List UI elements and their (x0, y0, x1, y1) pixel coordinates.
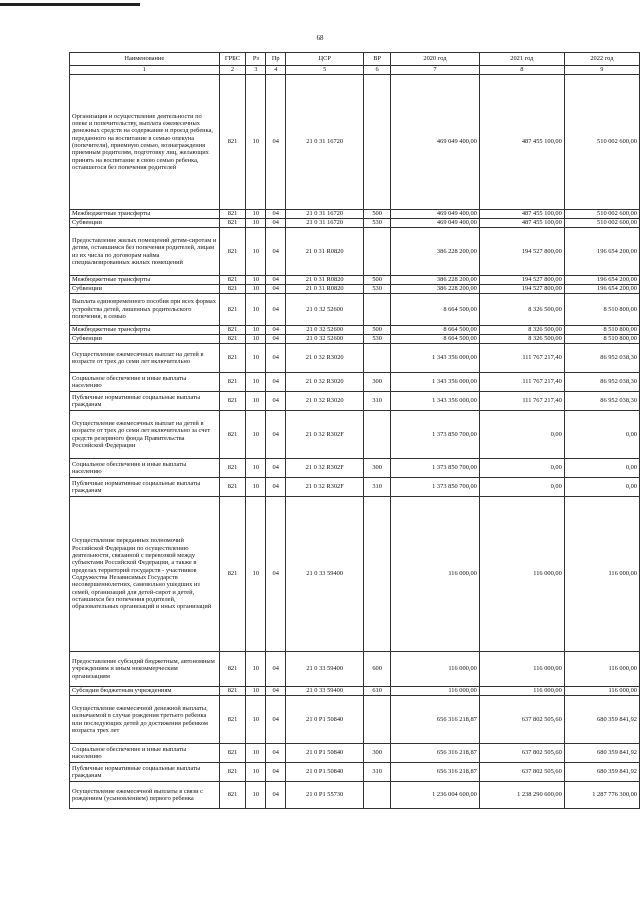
row-pr: 04 (266, 459, 286, 478)
row-vr: 300 (364, 459, 391, 478)
row-amount-2021: 487 455 100,00 (479, 219, 564, 228)
table-row (70, 228, 640, 276)
table-row (70, 276, 640, 285)
row-amount-2021: 194 527 800,00 (479, 228, 564, 276)
row-csr: 21 0 31 16720 (286, 75, 364, 210)
row-amount-2021: 487 455 100,00 (479, 210, 564, 219)
table-row (70, 219, 640, 228)
row-csr: 21 0 32 R3020 (286, 373, 364, 392)
row-vr: 530 (364, 335, 391, 344)
row-name: Межбюджетные трансферты (70, 326, 220, 335)
row-amount-2022: 8 510 800,00 (564, 335, 639, 344)
row-amount-2021: 111 767 217,40 (479, 392, 564, 411)
row-csr: 21 0 32 R3020 (286, 344, 364, 373)
header-vr: ВР (364, 53, 391, 66)
header-csr: ЦСР (286, 53, 364, 66)
row-rz: 10 (246, 652, 266, 687)
row-grbs: 821 (219, 459, 246, 478)
row-vr: 500 (364, 276, 391, 285)
row-vr: 530 (364, 285, 391, 294)
row-grbs: 821 (219, 210, 246, 219)
row-grbs: 821 (219, 335, 246, 344)
row-amount-2020: 1 343 356 000,00 (391, 392, 480, 411)
row-csr: 21 0 32 R302F (286, 478, 364, 497)
row-csr: 21 0 31 R0820 (286, 285, 364, 294)
row-grbs: 821 (219, 326, 246, 335)
row-name: Предоставление жилых помещений детям-сиротам и детям, оставшимся без попечения родителей, лицам из их числа по договорам найма специализированных жилых помещений (70, 228, 220, 276)
table-row (70, 326, 640, 335)
row-csr: 21 0 31 16720 (286, 219, 364, 228)
row-name: Публичные нормативные социальные выплаты гражданам (70, 478, 220, 497)
column-number-row (70, 66, 640, 75)
row-csr: 21 0 32 R302F (286, 459, 364, 478)
row-csr: 21 0 31 R0820 (286, 276, 364, 285)
row-name: Социальное обеспечение и иные выплаты населению (70, 744, 220, 763)
row-vr: 310 (364, 392, 391, 411)
row-name: Публичные нормативные социальные выплаты гражданам (70, 392, 220, 411)
table-row (70, 75, 640, 210)
row-csr: 21 0 33 59400 (286, 497, 364, 652)
row-pr: 04 (266, 285, 286, 294)
row-grbs: 821 (219, 497, 246, 652)
row-amount-2021: 1 238 290 600,00 (479, 782, 564, 809)
row-amount-2022: 116 000,00 (564, 497, 639, 652)
row-vr: 300 (364, 373, 391, 392)
row-pr: 04 (266, 326, 286, 335)
row-name: Субвенции (70, 335, 220, 344)
column-number: 1 (70, 66, 220, 75)
row-pr: 04 (266, 210, 286, 219)
row-rz: 10 (246, 763, 266, 782)
row-name: Осуществление ежемесячных выплат на детей в возрасте от трех до семи лет включительно (70, 344, 220, 373)
table-row (70, 696, 640, 744)
row-grbs: 821 (219, 276, 246, 285)
row-vr (364, 696, 391, 744)
row-rz: 10 (246, 478, 266, 497)
row-pr: 04 (266, 228, 286, 276)
row-grbs: 821 (219, 411, 246, 459)
row-amount-2022: 0,00 (564, 411, 639, 459)
row-amount-2020: 469 049 400,00 (391, 219, 480, 228)
table-row (70, 652, 640, 687)
row-pr: 04 (266, 696, 286, 744)
row-rz: 10 (246, 210, 266, 219)
row-amount-2021: 194 527 800,00 (479, 276, 564, 285)
row-name: Межбюджетные трансферты (70, 276, 220, 285)
row-amount-2022: 510 002 600,00 (564, 210, 639, 219)
row-name: Выплата единовременного пособия при всех формах устройства детей, лишенных родительского попечения, в семью (70, 294, 220, 326)
table-row (70, 392, 640, 411)
row-pr: 04 (266, 294, 286, 326)
row-name: Организация и осуществление деятельности по опеке и попечительству, выплата ежемесячных денежных средств на содержание и проезд ребенка, переданного на воспитание в семью опекуна (попечителя), приемную семью, вознаграждения приемным родителям, подготовку лиц, желающих принять на воспитание в свою семью ребенка, оставшегося без попечения родителей (70, 75, 220, 210)
row-name: Субвенции (70, 219, 220, 228)
row-vr (364, 228, 391, 276)
row-grbs: 821 (219, 285, 246, 294)
table-row (70, 782, 640, 809)
row-csr: 21 0 P1 55730 (286, 782, 364, 809)
header-2021: 2021 год (479, 53, 564, 66)
row-rz: 10 (246, 392, 266, 411)
row-amount-2021: 8 326 500,00 (479, 335, 564, 344)
row-amount-2022: 680 359 841,92 (564, 696, 639, 744)
row-amount-2021: 0,00 (479, 478, 564, 497)
table-row (70, 285, 640, 294)
row-grbs: 821 (219, 344, 246, 373)
row-csr: 21 0 32 52600 (286, 335, 364, 344)
row-csr: 21 0 31 R0820 (286, 228, 364, 276)
row-csr: 21 0 33 59400 (286, 687, 364, 696)
row-rz: 10 (246, 744, 266, 763)
row-rz: 10 (246, 687, 266, 696)
row-csr: 21 0 32 52600 (286, 326, 364, 335)
row-amount-2022: 0,00 (564, 459, 639, 478)
row-rz: 10 (246, 344, 266, 373)
row-pr: 04 (266, 687, 286, 696)
table-row (70, 459, 640, 478)
row-csr: 21 0 P1 50840 (286, 763, 364, 782)
column-number: 2 (219, 66, 246, 75)
column-number: 7 (391, 66, 480, 75)
row-vr (364, 75, 391, 210)
row-amount-2022: 8 510 800,00 (564, 294, 639, 326)
row-vr (364, 497, 391, 652)
row-grbs: 821 (219, 763, 246, 782)
row-amount-2022: 86 952 038,30 (564, 373, 639, 392)
row-grbs: 821 (219, 294, 246, 326)
row-grbs: 821 (219, 392, 246, 411)
row-amount-2021: 116 000,00 (479, 652, 564, 687)
table-row (70, 763, 640, 782)
header-pr: Пр (266, 53, 286, 66)
table-row (70, 744, 640, 763)
row-vr: 310 (364, 478, 391, 497)
header-grbs: ГРБС (219, 53, 246, 66)
row-grbs: 821 (219, 75, 246, 210)
row-amount-2022: 1 287 776 300,00 (564, 782, 639, 809)
row-rz: 10 (246, 219, 266, 228)
row-amount-2020: 116 000,00 (391, 652, 480, 687)
row-csr: 21 0 32 R3020 (286, 392, 364, 411)
row-rz: 10 (246, 276, 266, 285)
row-name: Предоставление субсидий бюджетным, автономным учреждениям и иным некоммерческим организациям (70, 652, 220, 687)
row-amount-2022: 196 654 200,00 (564, 285, 639, 294)
row-pr: 04 (266, 497, 286, 652)
row-amount-2021: 637 802 505,60 (479, 696, 564, 744)
table-row (70, 478, 640, 497)
row-name: Субвенции (70, 285, 220, 294)
row-amount-2022: 196 654 200,00 (564, 276, 639, 285)
row-amount-2021: 116 000,00 (479, 687, 564, 696)
row-rz: 10 (246, 335, 266, 344)
row-amount-2022: 510 002 600,00 (564, 75, 639, 210)
row-amount-2022: 86 952 038,30 (564, 392, 639, 411)
row-rz: 10 (246, 411, 266, 459)
row-amount-2022: 510 002 600,00 (564, 219, 639, 228)
row-amount-2021: 8 326 500,00 (479, 326, 564, 335)
column-number: 6 (364, 66, 391, 75)
row-name: Осуществление ежемесячной выплаты в связи с рождением (усыновлением) первого ребенка (70, 782, 220, 809)
row-grbs: 821 (219, 687, 246, 696)
row-amount-2021: 0,00 (479, 411, 564, 459)
row-vr: 300 (364, 744, 391, 763)
row-pr: 04 (266, 276, 286, 285)
row-grbs: 821 (219, 219, 246, 228)
row-name: Межбюджетные трансферты (70, 210, 220, 219)
table-body (70, 75, 640, 809)
row-amount-2020: 116 000,00 (391, 687, 480, 696)
scan-artifact-line (0, 3, 140, 6)
row-vr: 500 (364, 210, 391, 219)
row-vr: 530 (364, 219, 391, 228)
header-rz: Рз (246, 53, 266, 66)
row-pr: 04 (266, 344, 286, 373)
row-grbs: 821 (219, 652, 246, 687)
row-amount-2021: 637 802 505,60 (479, 763, 564, 782)
row-amount-2022: 8 510 800,00 (564, 326, 639, 335)
row-name: Публичные нормативные социальные выплаты гражданам (70, 763, 220, 782)
header-name: Наименование (70, 53, 220, 66)
row-amount-2020: 386 228 200,00 (391, 228, 480, 276)
row-amount-2021: 116 000,00 (479, 497, 564, 652)
row-amount-2022: 116 000,00 (564, 652, 639, 687)
row-amount-2020: 386 228 200,00 (391, 276, 480, 285)
row-amount-2020: 1 373 850 700,00 (391, 459, 480, 478)
row-rz: 10 (246, 459, 266, 478)
row-amount-2020: 469 049 400,00 (391, 210, 480, 219)
row-name: Осуществление ежемесячной денежной выплаты, назначаемой в случае рождения третьего ребенка или последующих детей до достижения ребенком возраста трех лет (70, 696, 220, 744)
row-amount-2020: 1 343 356 000,00 (391, 344, 480, 373)
column-number: 5 (286, 66, 364, 75)
row-amount-2022: 116 000,00 (564, 687, 639, 696)
row-amount-2021: 194 527 800,00 (479, 285, 564, 294)
table-row (70, 411, 640, 459)
row-amount-2022: 680 359 841,92 (564, 744, 639, 763)
row-amount-2020: 116 000,00 (391, 497, 480, 652)
row-name: Осуществление ежемесячных выплат на детей в возрасте от трех до семи лет включительно за счет средств резервного фонда Правительства Российской Федерации (70, 411, 220, 459)
page-number: 68 (316, 34, 324, 42)
row-rz: 10 (246, 285, 266, 294)
row-pr: 04 (266, 75, 286, 210)
row-pr: 04 (266, 478, 286, 497)
row-pr: 04 (266, 373, 286, 392)
table-row (70, 497, 640, 652)
row-vr (364, 782, 391, 809)
row-pr: 04 (266, 411, 286, 459)
row-amount-2020: 469 049 400,00 (391, 75, 480, 210)
row-vr: 610 (364, 687, 391, 696)
row-amount-2020: 656 316 218,87 (391, 696, 480, 744)
header-row (70, 53, 640, 66)
table-row (70, 210, 640, 219)
row-grbs: 821 (219, 696, 246, 744)
row-grbs: 821 (219, 373, 246, 392)
row-csr: 21 0 P1 50840 (286, 744, 364, 763)
column-number: 3 (246, 66, 266, 75)
row-name: Осуществление переданных полномочий Российской Федерации по осуществлению деятельности, связанной с перевозкой между субъектами Российской Федерации, а также в пределах территорий государств - участников Содружества Независимых Государств несовершеннолетних, самовольно ушедших из семей, организаций для детей-сирот и детей, оставшихся без попечения родителей, образовательных организаций и иных организаций (70, 497, 220, 652)
table-row (70, 373, 640, 392)
row-pr: 04 (266, 782, 286, 809)
row-rz: 10 (246, 696, 266, 744)
row-amount-2020: 8 664 500,00 (391, 294, 480, 326)
row-pr: 04 (266, 392, 286, 411)
row-vr: 600 (364, 652, 391, 687)
row-csr: 21 0 31 16720 (286, 210, 364, 219)
row-amount-2021: 111 767 217,40 (479, 344, 564, 373)
row-rz: 10 (246, 228, 266, 276)
row-amount-2020: 8 664 500,00 (391, 326, 480, 335)
row-csr: 21 0 32 R302F (286, 411, 364, 459)
row-amount-2020: 1 236 004 600,00 (391, 782, 480, 809)
row-amount-2022: 680 359 841,92 (564, 763, 639, 782)
row-vr (364, 294, 391, 326)
row-vr (364, 344, 391, 373)
row-rz: 10 (246, 326, 266, 335)
row-pr: 04 (266, 219, 286, 228)
header-2022: 2022 год (564, 53, 639, 66)
row-csr: 21 0 P1 50840 (286, 696, 364, 744)
column-number: 4 (266, 66, 286, 75)
row-name: Социальное обеспечение и иные выплаты населению (70, 459, 220, 478)
budget-table (69, 52, 640, 809)
row-name: Субсидии бюджетным учреждениям (70, 687, 220, 696)
row-pr: 04 (266, 763, 286, 782)
table-row (70, 294, 640, 326)
row-amount-2021: 8 326 500,00 (479, 294, 564, 326)
row-vr: 500 (364, 326, 391, 335)
column-number: 9 (564, 66, 639, 75)
row-pr: 04 (266, 744, 286, 763)
row-rz: 10 (246, 497, 266, 652)
row-amount-2021: 487 455 100,00 (479, 75, 564, 210)
row-csr: 21 0 32 52600 (286, 294, 364, 326)
row-amount-2021: 0,00 (479, 459, 564, 478)
row-amount-2020: 656 316 218,87 (391, 763, 480, 782)
row-grbs: 821 (219, 782, 246, 809)
table-row (70, 344, 640, 373)
header-2020: 2020 год (391, 53, 480, 66)
table-row (70, 335, 640, 344)
row-amount-2020: 656 316 218,87 (391, 744, 480, 763)
row-vr (364, 411, 391, 459)
row-pr: 04 (266, 652, 286, 687)
row-amount-2022: 196 654 200,00 (564, 228, 639, 276)
row-rz: 10 (246, 294, 266, 326)
row-rz: 10 (246, 75, 266, 210)
row-vr: 310 (364, 763, 391, 782)
row-amount-2021: 111 767 217,40 (479, 373, 564, 392)
row-pr: 04 (266, 335, 286, 344)
row-amount-2020: 8 664 500,00 (391, 335, 480, 344)
row-amount-2022: 0,00 (564, 478, 639, 497)
row-amount-2020: 1 373 850 700,00 (391, 478, 480, 497)
row-amount-2020: 1 373 850 700,00 (391, 411, 480, 459)
row-amount-2020: 1 343 356 000,00 (391, 373, 480, 392)
row-grbs: 821 (219, 478, 246, 497)
table-row (70, 687, 640, 696)
row-name: Социальное обеспечение и иные выплаты населению (70, 373, 220, 392)
row-grbs: 821 (219, 228, 246, 276)
row-amount-2022: 86 952 038,30 (564, 344, 639, 373)
row-rz: 10 (246, 782, 266, 809)
column-number: 8 (479, 66, 564, 75)
row-amount-2021: 637 802 505,60 (479, 744, 564, 763)
row-grbs: 821 (219, 744, 246, 763)
row-csr: 21 0 33 59400 (286, 652, 364, 687)
row-amount-2020: 386 228 200,00 (391, 285, 480, 294)
row-rz: 10 (246, 373, 266, 392)
